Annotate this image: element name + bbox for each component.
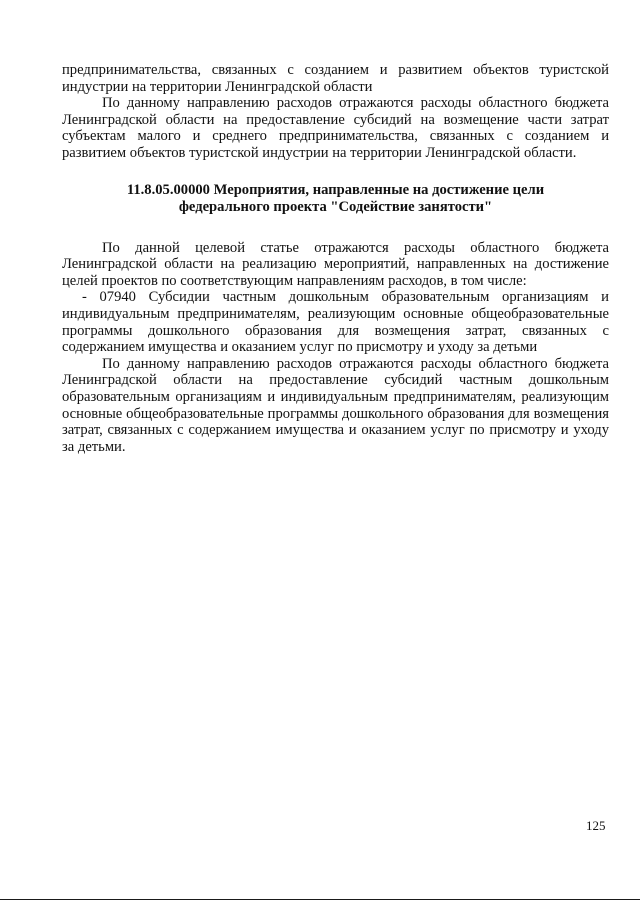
section-heading xyxy=(62,182,609,216)
section-heading-line-1: 11.8.05.00000 Мероприятия, направленные на достижение цели xyxy=(126,181,545,198)
page-bottom-edge xyxy=(0,899,640,900)
section-heading-line-2: федерального проекта "Содействие занятости" xyxy=(178,198,493,215)
document-body xyxy=(62,62,609,455)
page-number: 125 xyxy=(586,818,606,833)
paragraph-target-article: По данной целевой статье отражаются расходы областного бюджета Ленинградской области на реализацию мероприятий, направленных на достижение целей проектов по соответствующим направлениям расходов, в том числе: xyxy=(62,239,609,289)
list-item-07940: - 07940 Субсидии частным дошкольным образовательным организациям и индивидуальным предпринимателям, реализующим основные общеобразовательные программы дошкольного образования для возмещения затрат, связанных с содержанием имущества и оказанием услуг по присмотру и уходу за детьми xyxy=(62,289,609,356)
paragraph-tourism-subsidies: По данному направлению расходов отражаются расходы областного бюджета Ленинградской области на предоставление субсидий на возмещение части затрат субъектам малого и среднего предпринимательства, связанных с созданием и развитием объектов туристской индустрии на территории Ленинградской области. xyxy=(62,95,609,161)
paragraph-expense-direction: По данному направлению расходов отражаются расходы областного бюджета Ленинградской области на предоставление субсидий частным дошкольным образовательным организациям и индивидуальным предпринимателям, реализующим основные общеобразовательные программы дошкольного образования для возмещения затрат, связанных с содержанием имущества и оказанием услуг по присмотру и уходу за детьми. xyxy=(62,355,609,455)
paragraph-continuation: предпринимательства, связанных с созданием и развитием объектов туристской индустрии на территории Ленинградской области xyxy=(62,62,609,95)
